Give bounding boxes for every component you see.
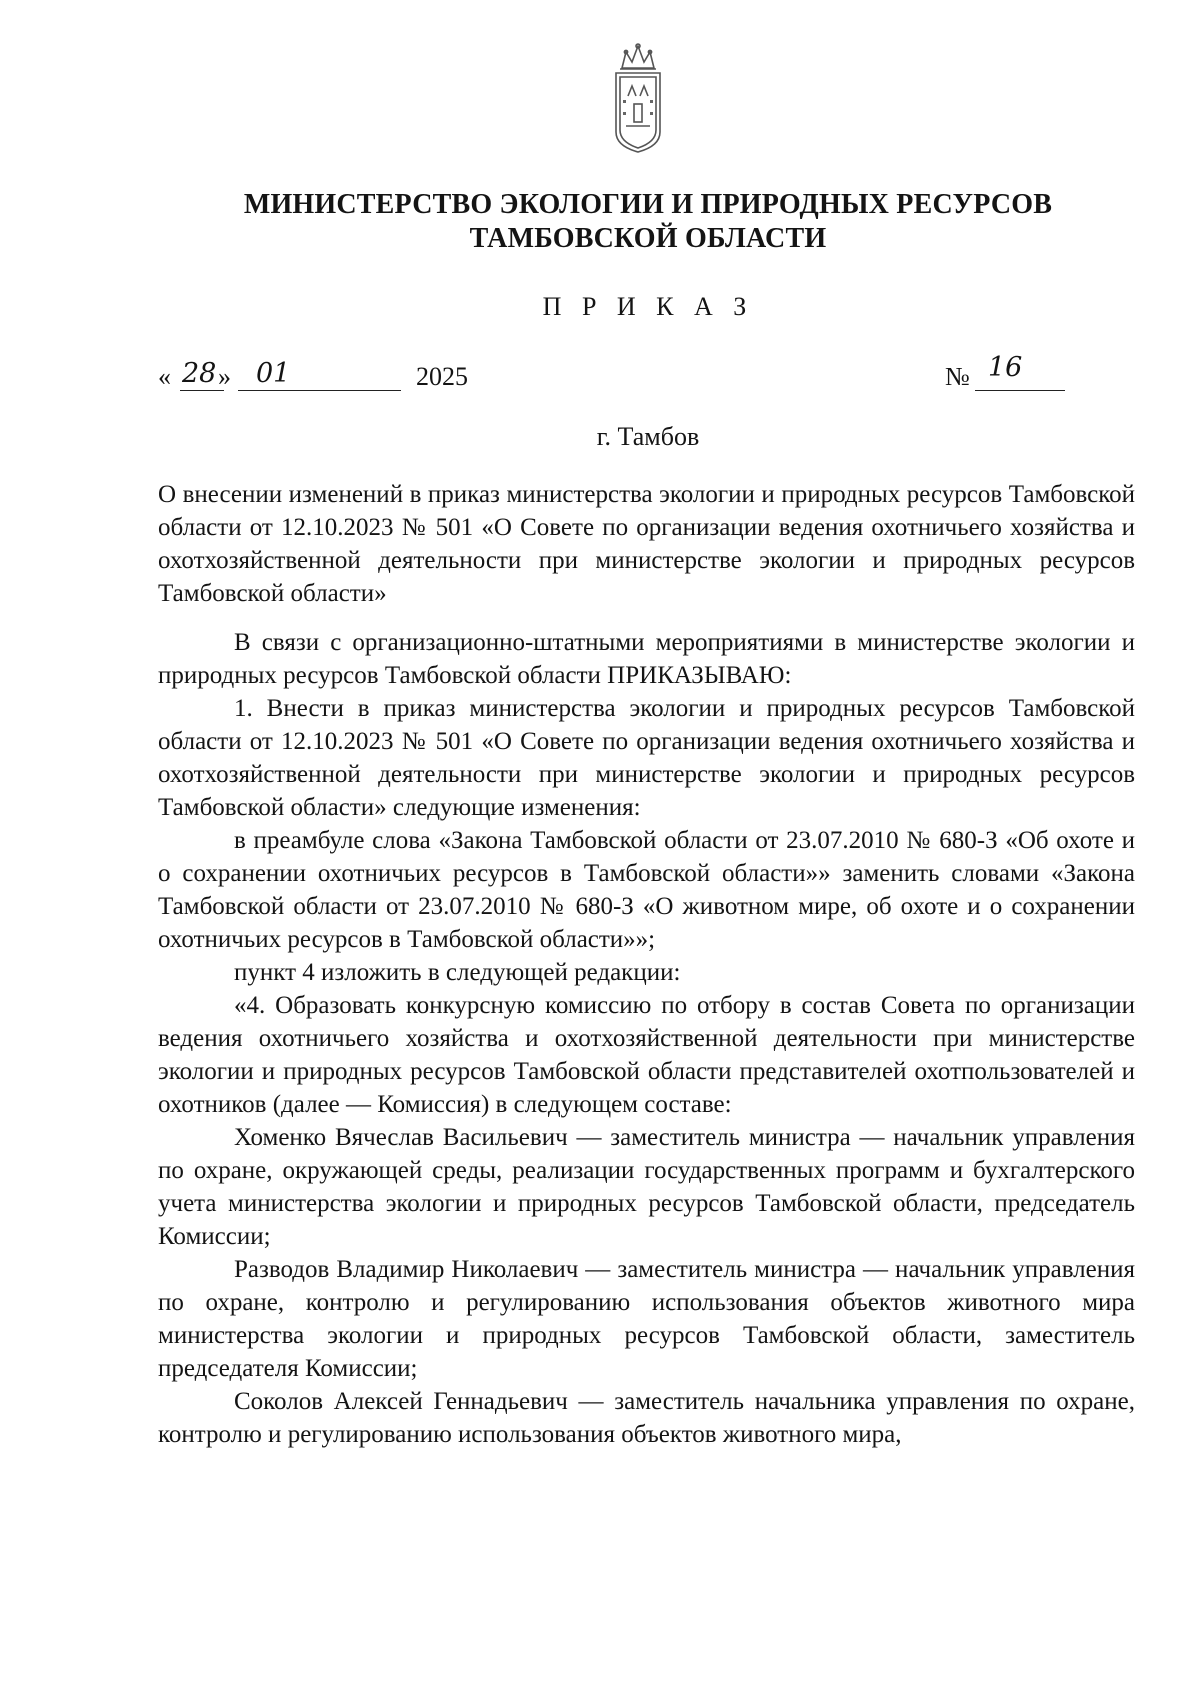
date-number-row [158,350,1065,400]
ministry-name-line1: МИНИСТЕРСТВО ЭКОЛОГИИ И ПРИРОДНЫХ РЕСУРСОВ [243,189,1053,220]
city: г. Тамбов [596,422,700,451]
coat-of-arms-icon [600,42,676,154]
paragraph: Разводов Владимир Николаевич — заместитель министра — начальник управления по охране, контролю и регулированию использования объектов животного мира министерства экологии и природных ресурсов Тамбовской области, заместитель председателя Комиссии; [158,1256,1135,1382]
paragraph: «4. Образовать конкурсную комиссию по отбору в состав Совета по организации ведения охотничьего хозяйства и охотхозяйственной деятельности при министерстве экологии и природных ресурсов Тамбовской области представителей охотпользователей и охотников (далее — Комиссия) в следующем составе: [158,992,1135,1118]
date-month-underline [238,390,401,391]
number-underline [975,390,1065,391]
date-day: 28 [182,358,217,389]
paragraph: пункт 4 изложить в следующей редакции: [234,959,681,986]
date-day-underline [180,390,224,391]
document-type-title: П Р И К А З [542,292,754,321]
date-open-quote: « [158,362,171,391]
subject-text: О внесении изменений в приказ министерства экологии и природных ресурсов Тамбовской области от 12.10.2023 № 501 «О Совете по организации ведения охотничьего хозяйства и охотхозяйственной деятельности при министерстве экологии и природных ресурсов Тамбовской области» [158,481,1135,607]
paragraph: В связи с организационно-штатными мероприятиями в министерстве экологии и природных ресурсов Тамбовской области ПРИКАЗЫВАЮ: [158,629,1135,689]
date-year: 2025 [416,362,468,391]
paragraph: Соколов Алексей Геннадьевич — заместитель начальника управления по охране, контролю и регулированию использования объектов животного мира, [158,1388,1135,1448]
date-close-quote: » [218,362,231,391]
number-label: № [945,362,970,391]
paragraph: Хоменко Вячеслав Васильевич — заместитель министра — начальник управления по охране, окружающей среды, реализации государственных программ и бухгалтерского учета министерства экологии и природных ресурсов Тамбовской области, председатель Комиссии; [158,1124,1135,1250]
document-number: 16 [988,352,1023,383]
paragraph: 1. Внести в приказ министерства экологии и природных ресурсов Тамбовской области от 12.10.2023 № 501 «О Совете по организации ведения охотничьего хозяйства и охотхозяйственной деятельности при министерстве экологии и природных ресурсов Тамбовской области» следующие изменения: [158,695,1135,821]
paragraph: в преамбуле слова «Закона Тамбовской области от 23.07.2010 № 680-З «Об охоте и о сохранении охотничьих ресурсов в Тамбовской области»» заменить словами «Закона Тамбовской области от 23.07.2010 № 680-З «О животном мире, об охоте и о сохранении охотничьих ресурсов в Тамбовской области»»; [158,827,1135,953]
date-month: 01 [256,358,291,389]
document-body [158,626,1135,1451]
ministry-name-line2: ТАМБОВСКОЙ ОБЛАСТИ [469,223,827,254]
document-subject [158,478,1135,610]
ministry-name [120,188,1176,256]
